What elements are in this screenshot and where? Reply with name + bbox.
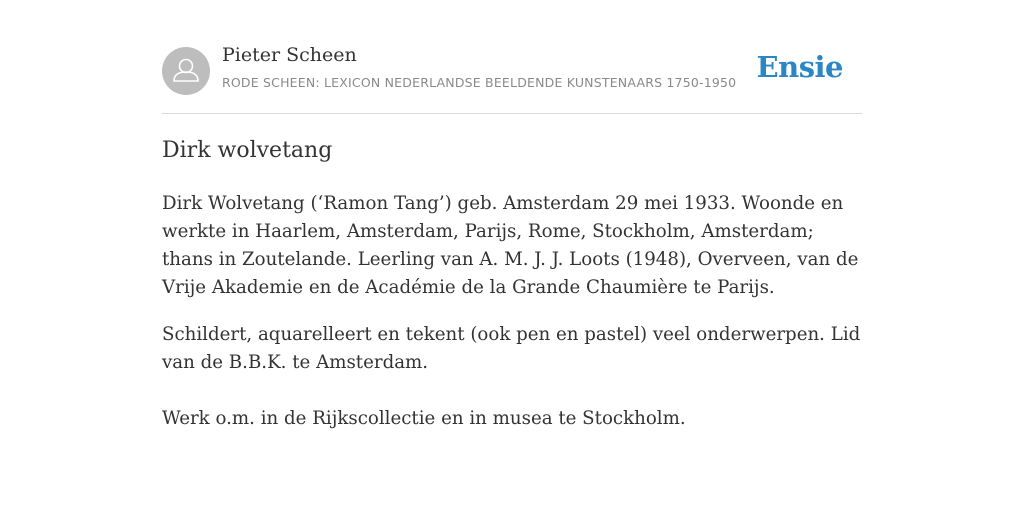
source-title[interactable]: RODE SCHEEN: LEXICON NEDERLANDSE BEELDENDE KUNSTENAARS 1750-1950	[222, 75, 737, 90]
article-header	[162, 0, 862, 114]
user-avatar-icon	[162, 47, 210, 95]
article-title: Dirk wolvetang	[162, 138, 333, 163]
article-paragraph: Dirk Wolvetang (‘Ramon Tang’) geb. Amsterdam 29 mei 1933. Woonde en werkte in Haarlem, Amsterdam, Parijs, Rome, Stockholm, Amsterdam; thans in Zoutelande. Leerling van A. M. J. J. Loots (1948), Overveen, van de Vrije Akademie en de Académie de la Grande Chaumière te Parijs.	[162, 193, 859, 298]
article-body	[162, 190, 862, 433]
ensie-logo[interactable]: Ensie	[756, 50, 843, 84]
article-paragraph: Schildert, aquarelleert en tekent (ook pen en pastel) veel onderwerpen. Lid van de B.B.K. te Amsterdam.	[162, 324, 861, 373]
article-card	[162, 0, 862, 429]
author-name[interactable]: Pieter Scheen	[222, 44, 357, 66]
article-paragraph: Werk o.m. in de Rijkscollectie en in musea te Stockholm.	[162, 408, 686, 429]
